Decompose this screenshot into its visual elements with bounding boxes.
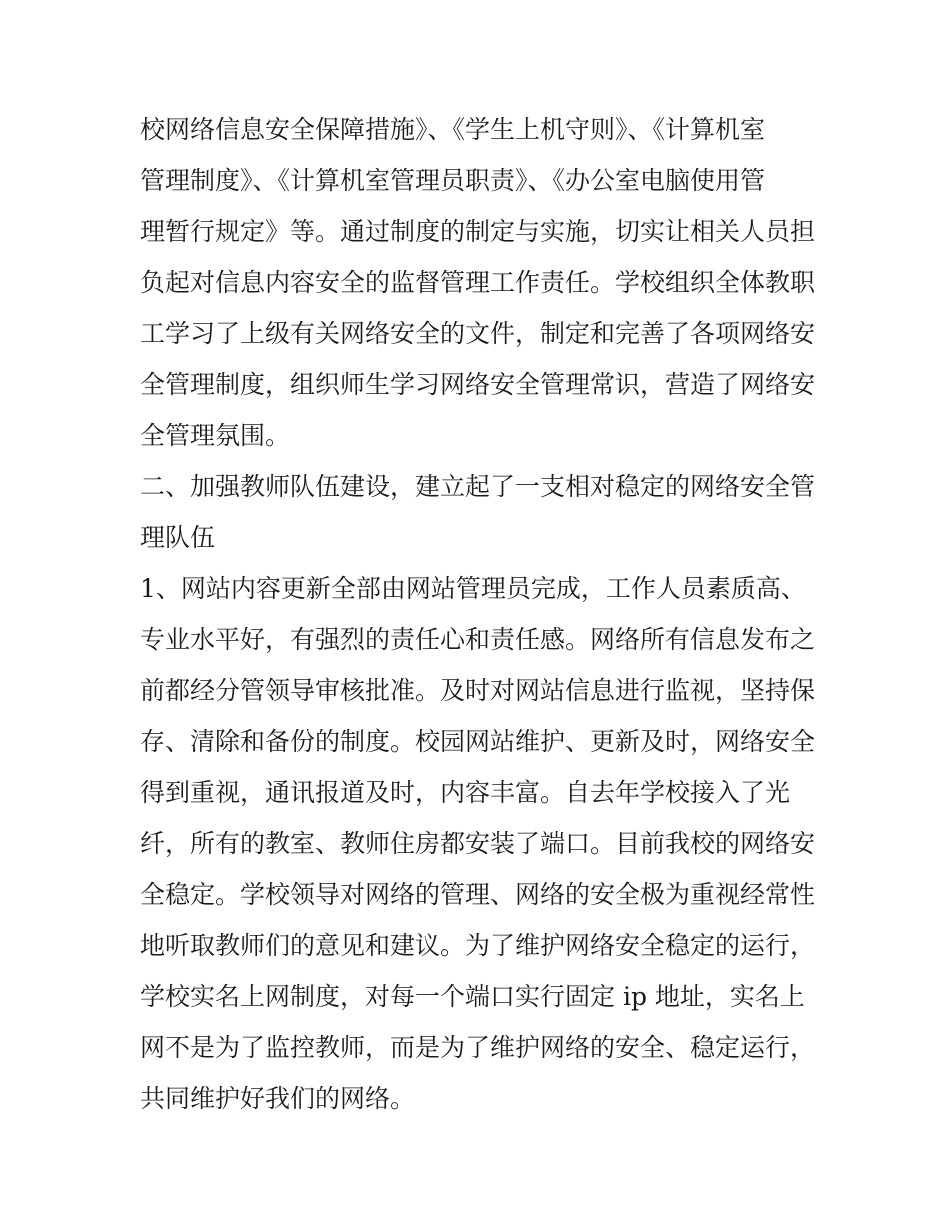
text-line-2: 管理制度》、《计算机室管理员职责》、《办公室电脑使用管 xyxy=(140,166,766,195)
text-line-12: 前都经分管领导审核批准。及时对网站信息进行监视，坚持保 xyxy=(140,676,816,705)
text-line-14: 得到重视，通讯报道及时，内容丰富。自去年学校接入了光 xyxy=(140,778,791,807)
text-line-18: 学校实名上网制度，对每一个端口实行固定 ip 地址，实名上 xyxy=(140,982,805,1011)
text-line-20: 共同维护好我们的网络。 xyxy=(140,1084,416,1113)
text-line-16: 全稳定。学校领导对网络的管理、网络的安全极为重视经常性 xyxy=(140,880,816,909)
text-line-5: 工学习了上级有关网络安全的文件，制定和完善了各项网络安 xyxy=(140,319,816,348)
text-line-7: 全管理氛围。 xyxy=(140,421,291,450)
text-line-15: 纤，所有的教室、教师住房都安装了端口。目前我校的网络安 xyxy=(140,829,816,858)
section-heading-line-2: 理队伍 xyxy=(140,523,216,552)
section-heading-line-1: 二、加强教师队伍建设，建立起了一支相对稳定的网络安全管 xyxy=(140,472,816,501)
text-line-4: 负起对信息内容安全的监督管理工作责任。学校组织全体教职 xyxy=(140,268,816,297)
text-line-13: 存、清除和备份的制度。校园网站维护、更新及时，网络安全 xyxy=(140,727,816,756)
text-line-3: 理暂行规定》等。通过制度的制定与实施，切实让相关人员担 xyxy=(140,217,816,246)
text-line-11: 专业水平好，有强烈的责任心和责任感。网络所有信息发布之 xyxy=(140,625,816,654)
text-line-17: 地听取教师们的意见和建议。为了维护网络安全稳定的运行， xyxy=(140,931,816,960)
text-line-1: 校网络信息安全保障措施》、《学生上机守则》、《计算机室 xyxy=(140,115,766,144)
text-line-6: 全管理制度，组织师生学习网络安全管理常识，营造了网络安 xyxy=(140,370,816,399)
text-line-19: 网不是为了监控教师，而是为了维护网络的安全、稳定运行， xyxy=(140,1033,816,1062)
text-line-10: 1、网站内容更新全部由网站管理员完成，工作人员素质高、 xyxy=(140,574,806,603)
